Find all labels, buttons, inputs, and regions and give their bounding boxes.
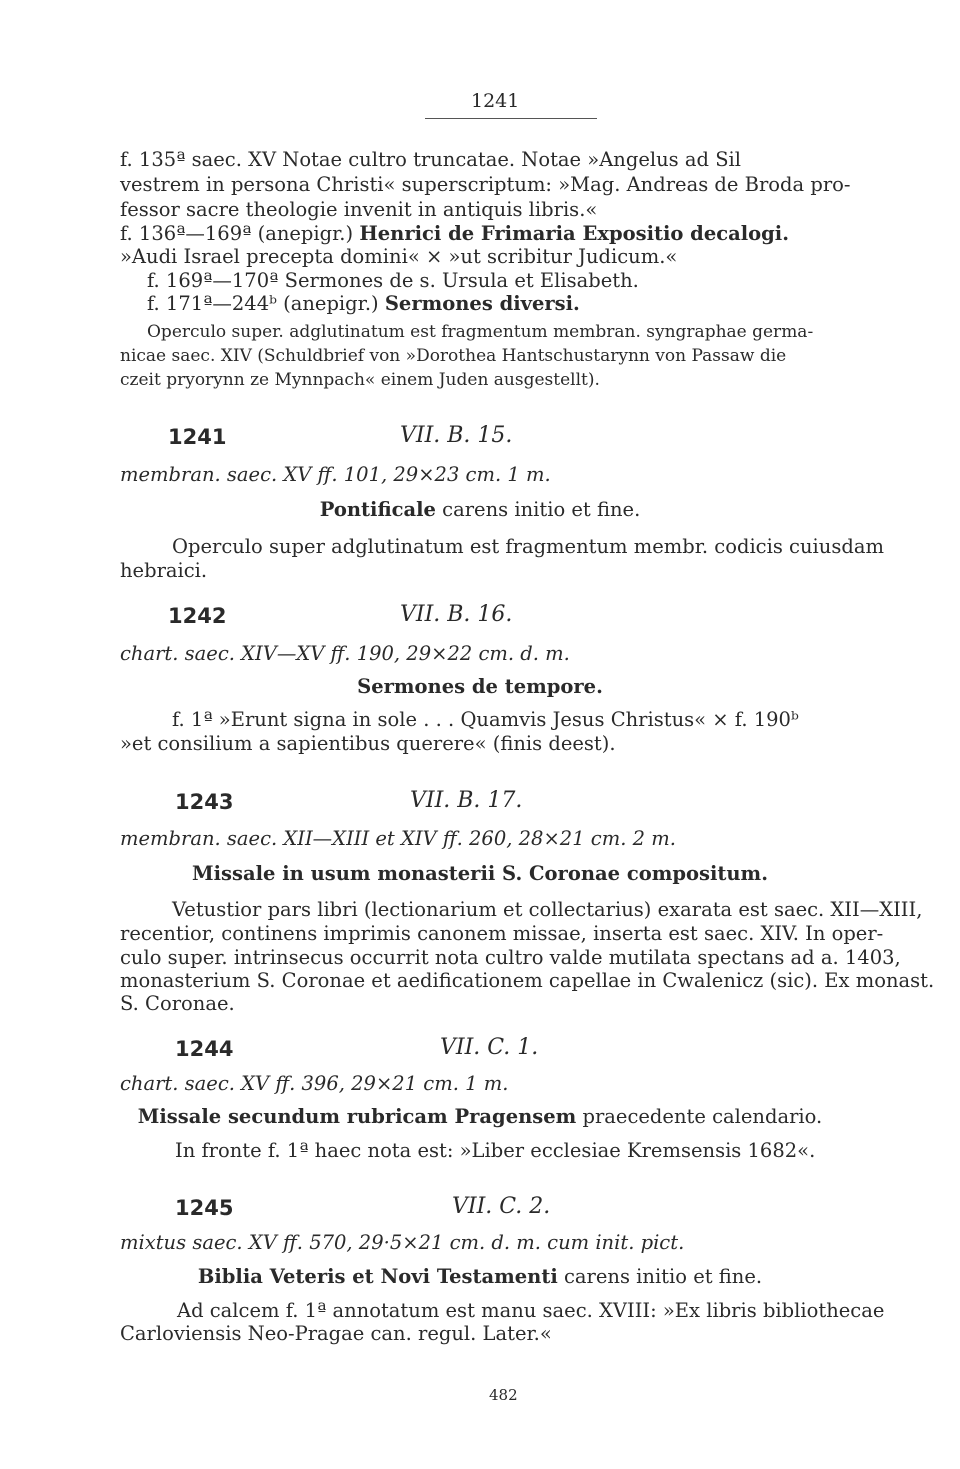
text-line: »Audi Israel precepta domini« × »ut scribitur Judicum.« (120, 245, 678, 268)
shelf-signature: VII. C. 1. (440, 1035, 539, 1060)
entry-number: 1243 (175, 790, 234, 814)
physical-description: mixtus saec. XV ff. 570, 29·5×21 cm. d. m. cum init. pict. (120, 1231, 685, 1254)
text-line: culo super. intrinsecus occurrit nota cultro valde mutilata spectans ad a. 1403, (120, 946, 901, 969)
title-rest: carens initio et fine. (435, 498, 641, 521)
shelf-signature: VII. C. 2. (452, 1194, 551, 1219)
physical-description: chart. saec. XIV—XV ff. 190, 29×22 cm. d. m. (120, 642, 570, 665)
header-rule (425, 118, 597, 119)
physical-description: membran. saec. XV ff. 101, 29×23 cm. 1 m. (120, 463, 551, 486)
shelf-signature: VII. B. 17. (410, 788, 523, 813)
note-line: Operculo super. adglutinatum est fragmentum membran. syngraphae germa- (147, 322, 814, 342)
text-line: recentior, continens imprimis canonem missae, inserta est saec. XIV. In oper- (120, 922, 884, 945)
physical-description: membran. saec. XII—XIII et XIV ff. 260, 28×21 cm. 2 m. (120, 827, 676, 850)
title-bold: Sermones de tempore. (357, 675, 603, 698)
entry-title (0, 862, 960, 886)
text-line: monasterium S. Coronae et aedificationem capellae in Cwalenicz (sic). Ex monast. (120, 969, 935, 992)
title-bold: Biblia Veteris et Novi Testamenti (197, 1265, 558, 1288)
text-line: »et consilium a sapientibus querere« (finis deest). (120, 732, 616, 755)
entry-title (0, 1105, 960, 1129)
work-title: Sermones diversi. (384, 292, 580, 315)
note-line: hebraici. (120, 559, 208, 582)
shelf-signature: VII. B. 16. (400, 602, 513, 627)
text-line: S. Coronae. (120, 992, 235, 1015)
note-line: nicae saec. XIV (Schuldbrief von »Dorothea Hantschustarynn von Passaw die (120, 346, 787, 366)
text-line (147, 292, 580, 316)
work-title: Henrici de Frimaria Expositio decalogi. (359, 222, 789, 245)
text-line: Vetustior pars libri (lectionarium et collectarius) exarata est saec. XII—XIII, (172, 898, 923, 921)
text-line: fessor sacre theologie invenit in antiquis libris.« (120, 198, 598, 221)
note-line: Carloviensis Neo-Pragae can. regul. Later.« (120, 1322, 552, 1345)
note-line: czeit pryorynn ze Mynnpach« einem Juden ausgestellt). (120, 370, 600, 390)
folio-range: f. 171ª—244ᵇ (anepigr.) (147, 292, 385, 315)
note-line: In fronte f. 1ª haec nota est: »Liber ecclesiae Kremsensis 1682«. (175, 1139, 816, 1162)
entry-number: 1242 (168, 604, 227, 628)
text-line: f. 169ª—170ª Sermones de s. Ursula et Elisabeth. (147, 269, 639, 292)
folio-number: 482 (489, 1386, 518, 1404)
note-line: Ad calcem f. 1ª annotatum est manu saec. XVIII: »Ex libris bibliothecae (177, 1299, 885, 1322)
title-bold: Missale secundum rubricam Pragensem (137, 1105, 577, 1128)
text-line: f. 135ª saec. XV Notae cultro truncatae. Notae »Angelus ad Sil (120, 148, 742, 171)
title-bold: Missale in usum monasterii S. Coronae compositum. (192, 862, 768, 885)
folio-range: f. 136ª—169ª (anepigr.) (120, 222, 360, 245)
text-line: vestrem in persona Christi« superscriptum: »Mag. Andreas de Broda pro- (120, 173, 851, 196)
entry-title (0, 675, 960, 699)
shelf-signature: VII. B. 15. (400, 423, 513, 448)
entry-title (0, 1265, 960, 1289)
entry-number: 1244 (175, 1037, 234, 1061)
text-line: f. 1ª »Erunt signa in sole . . . Quamvis Jesus Christus« × f. 190ᵇ (172, 708, 799, 731)
text-line (120, 222, 789, 246)
physical-description: chart. saec. XV ff. 396, 29×21 cm. 1 m. (120, 1072, 509, 1095)
title-rest: carens initio et fine. (557, 1265, 763, 1288)
title-bold: Pontificale (319, 498, 436, 521)
entry-number: 1241 (168, 425, 227, 449)
entry-number: 1245 (175, 1196, 234, 1220)
running-head-page-number: 1241 (471, 90, 520, 112)
note-line: Operculo super adglutinatum est fragmentum membr. codicis cuiusdam (172, 535, 884, 558)
entry-title (0, 498, 960, 522)
title-rest: praecedente calendario. (576, 1105, 823, 1128)
